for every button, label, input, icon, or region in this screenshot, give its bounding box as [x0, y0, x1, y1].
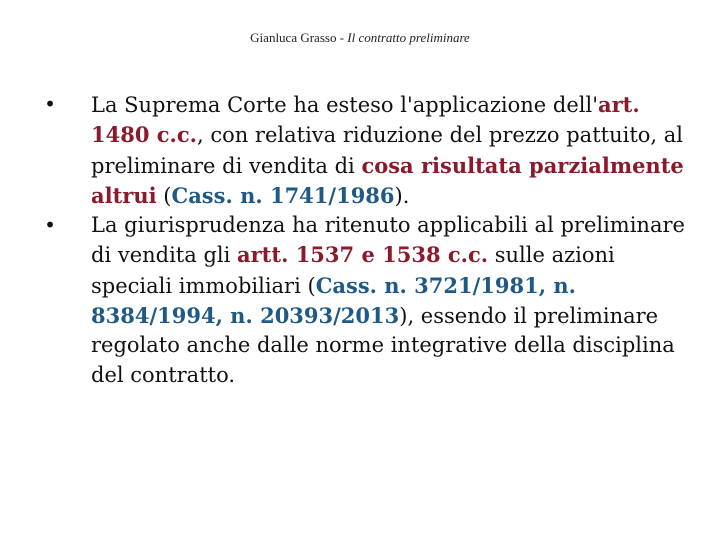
bullet-item-1	[30, 90, 700, 211]
bullet-2-text-1: La giurisprudenza ha ritenuto applicabili al preliminare di vendita gli	[91, 213, 685, 268]
bullet-1-text-1: La Suprema Corte ha esteso l'applicazione dell'	[91, 93, 598, 117]
slide-header	[0, 30, 720, 46]
bullet-1-article-reference: art. 1480 c.c.	[91, 92, 640, 148]
bullet-1-key-phrase: cosa risultata parzialmente altrui	[91, 152, 684, 208]
bullet-dot-icon: •	[44, 213, 56, 238]
bullet-1-case-reference: Cass. n. 1741/1986	[171, 182, 395, 208]
bullet-item-2	[30, 211, 700, 390]
bullet-2-text-2: sulle azioni speciali immobiliari (	[91, 243, 615, 298]
bullet-2-case-references: Cass. n. 3721/1981, n. 8384/1994, n. 20393/2013	[91, 272, 576, 329]
bullet-2-article-reference: artt. 1537 e 1538 c.c.	[237, 242, 489, 268]
header-separator: -	[336, 30, 348, 45]
header-subtitle: Il contratto preliminare	[347, 30, 470, 45]
bullet-list	[30, 90, 700, 390]
bullet-1-text-4: ).	[394, 183, 410, 208]
bullet-1-text-2: , con relativa riduzione del prezzo pattuito, al preliminare di vendita di	[91, 123, 683, 178]
bullet-dot-icon: •	[44, 92, 56, 116]
bullet-1-text-3: (	[156, 183, 172, 208]
header-author: Gianluca Grasso	[250, 30, 337, 45]
bullet-2-text-3: ), essendo il preliminare regolato anche dalle norme integrative della disciplina del contratto.	[91, 304, 675, 387]
